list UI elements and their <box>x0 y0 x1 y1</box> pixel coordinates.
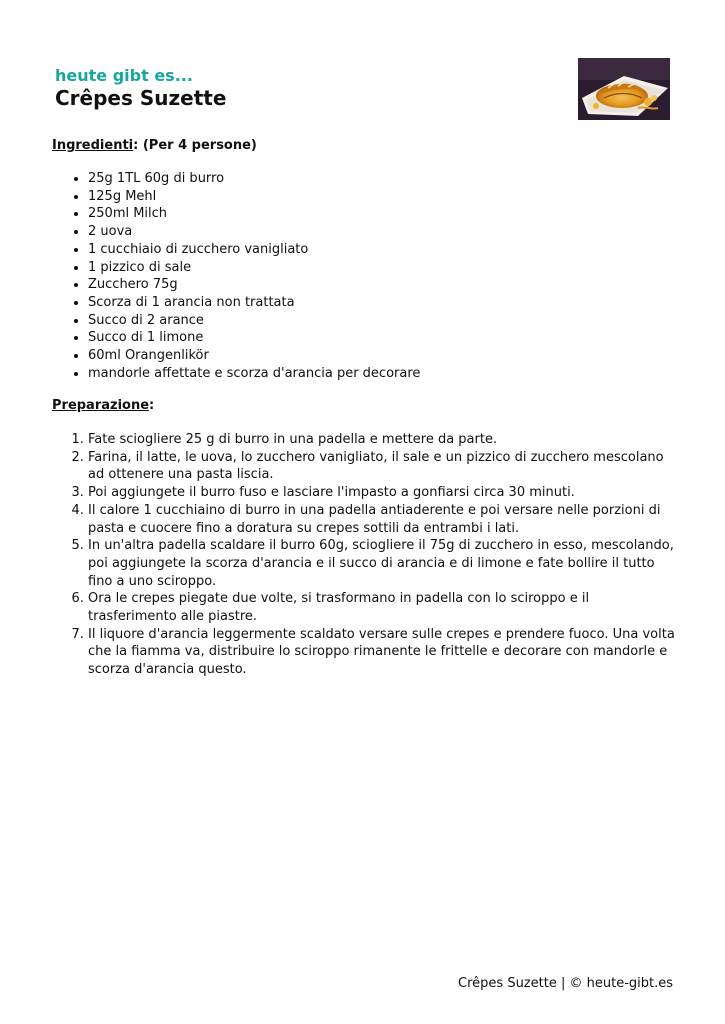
ingredient-item: • 60ml Orangenlikör <box>88 347 688 365</box>
ingredient-item: • 2 uova <box>88 223 688 241</box>
preparation-heading <box>52 398 154 413</box>
step-item: 3. Poi aggiungete il burro fuso e lasciare l'impasto a gonfiarsi circa 30 minuti. <box>88 484 678 502</box>
ingredient-item: • Succo di 1 limone <box>88 329 688 347</box>
step-item: 5. In un'altra padella scaldare il burro 60g, sciogliere il 75g di zucchero in esso, mescolando, poi aggiungete la scorza d'arancia e il succo di arancia e di limone e fate bollire il tutto fino a uno sciroppo. <box>88 537 678 590</box>
ingredient-item: • 250ml Milch <box>88 205 688 223</box>
preparation-steps <box>70 431 678 679</box>
ingredient-item: • Succo di 2 arance <box>88 312 688 330</box>
ingredient-item: • 1 pizzico di sale <box>88 259 688 277</box>
ingredient-item: • Zucchero 75g <box>88 276 688 294</box>
step-item: 6. Ora le crepes piegate due volte, si trasformano in padella con lo sciroppo e il trasferimento alle piastre. <box>88 590 678 625</box>
step-item: 4. Il calore 1 cucchiaino di burro in una padella antiaderente e poi versare nelle porzioni di pasta e cuocere fino a doratura su crepes sottili da entrambi i lati. <box>88 502 678 537</box>
ingredient-item: • 25g 1TL 60g di burro <box>88 170 688 188</box>
page-footer: Crêpes Suzette | © heute-gibt.es <box>458 976 673 991</box>
ingredient-item: • 125g Mehl <box>88 188 688 206</box>
ingredients-heading <box>52 138 257 153</box>
ingredient-list <box>70 170 688 382</box>
step-item: 7. Il liquore d'arancia leggermente scaldato versare sulle crepes e prendere fuoco. Una volta che la fiamma va, distribuire lo sciroppo rimanente le frittelle e decorare con mandorle e scorza d'arancia questo. <box>88 626 678 679</box>
crepes-suzette-photo <box>578 58 670 120</box>
step-item: 2. Farina, il latte, le uova, lo zucchero vanigliato, il sale e un pizzico di zucchero mescolano ad ottenere una pasta liscia. <box>88 449 678 484</box>
ingredient-item: • Scorza di 1 arancia non trattata <box>88 294 688 312</box>
page-title: Crêpes Suzette <box>55 86 227 110</box>
preparation-heading-colon: : <box>149 398 155 413</box>
ingredients-heading-label: Ingredienti <box>52 138 134 153</box>
preparation-heading-label: Preparazione <box>52 398 150 413</box>
ingredient-item: • 1 cucchiaio di zucchero vanigliato <box>88 241 688 259</box>
ingredient-item: • mandorle affettate e scorza d'arancia per decorare <box>88 365 688 383</box>
brand-label: heute gibt es... <box>55 66 193 85</box>
ingredients-heading-servings: : (Per 4 persone) <box>133 138 257 153</box>
step-item: 1. Fate sciogliere 25 g di burro in una padella e mettere da parte. <box>88 431 678 449</box>
